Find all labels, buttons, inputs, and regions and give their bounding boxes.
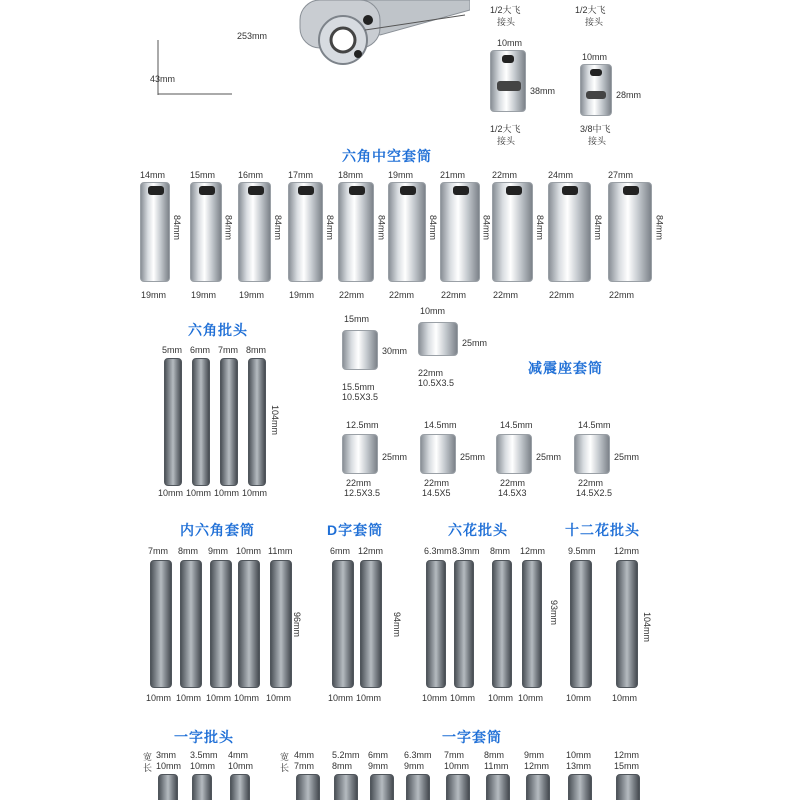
socket-hex-opening xyxy=(199,186,215,195)
flat-bit-width: 3mm xyxy=(156,750,176,760)
shock-b2: 14.5X2.5 xyxy=(576,488,613,498)
hex-bit xyxy=(192,358,210,486)
allen-size: 9mm xyxy=(208,546,228,556)
flat-socket-length: 9mm xyxy=(404,761,424,771)
shock-top: 14.5mm xyxy=(578,420,611,430)
flat-socket-width: 12mm xyxy=(614,750,640,760)
ratchet-width: 43mm xyxy=(150,74,176,84)
allen-tool xyxy=(270,560,292,688)
flat-bit-length: 10mm xyxy=(156,761,182,771)
shock-b2: 10.5X3.5 xyxy=(342,392,379,402)
allen-size: 8mm xyxy=(178,546,198,556)
torx-title: 六花批头 xyxy=(448,522,508,538)
hex-hollow-bottom: 22mm xyxy=(389,290,415,300)
dsock-title: D字套筒 xyxy=(327,522,384,538)
flat-socket-width: 4mm xyxy=(294,750,314,760)
flat-bits-title: 一字批头 xyxy=(174,729,234,745)
dsock-tool xyxy=(332,560,354,688)
torx-height: 93mm xyxy=(549,600,559,626)
flat-bit-width: 3.5mm xyxy=(190,750,218,760)
flat-bit xyxy=(230,774,250,800)
torx-size: 8mm xyxy=(490,546,510,556)
adapter-1-top: 1/2大飞 xyxy=(490,5,521,15)
torx-size: 6.3mm xyxy=(424,546,452,556)
hex-bits-title: 六角批头 xyxy=(188,322,248,338)
torx-bottom: 10mm xyxy=(450,693,476,703)
flat-bit-length: 10mm xyxy=(190,761,216,771)
torx-tool xyxy=(454,560,474,688)
hex-hollow-size: 18mm xyxy=(338,170,364,180)
shock-height: 25mm xyxy=(382,452,408,462)
hex-hollow-size: 16mm xyxy=(238,170,264,180)
flat-socket-length: 7mm xyxy=(294,761,314,771)
shock-top: 14.5mm xyxy=(424,420,457,430)
socket-hex-opening xyxy=(148,186,164,195)
flat-socket-width: 10mm xyxy=(566,750,592,760)
hex-hollow-socket xyxy=(338,182,374,282)
torx-size: 12mm xyxy=(520,546,546,556)
hex-hollow-size: 15mm xyxy=(190,170,216,180)
hex-hollow-size: 24mm xyxy=(548,170,574,180)
hex-hollow-bottom: 22mm xyxy=(493,290,519,300)
twelve-title: 十二花批头 xyxy=(565,522,640,538)
hex-bit-size: 5mm xyxy=(162,345,182,355)
allen-size: 11mm xyxy=(268,546,293,556)
shock-socket xyxy=(420,434,456,474)
hex-hollow-socket xyxy=(388,182,426,282)
hex-hollow-height: 84mm xyxy=(324,215,335,241)
dsock-bottom: 10mm xyxy=(356,693,382,703)
flat-socket-length: 12mm xyxy=(524,761,550,771)
allen-tool xyxy=(210,560,232,688)
allen-tool xyxy=(238,560,260,688)
flat-socket xyxy=(486,774,510,800)
hex-bit-bottom: 10mm xyxy=(214,488,240,498)
dsock-size: 12mm xyxy=(358,546,384,556)
flat-socket xyxy=(296,774,320,800)
shock-socket xyxy=(342,330,378,370)
dsock-height: 94mm xyxy=(392,612,402,638)
adapter-2-top2: 接头 xyxy=(585,17,604,27)
hex-hollow-height: 84mm xyxy=(273,215,284,241)
hex-bit-size: 7mm xyxy=(218,345,238,355)
hex-hollow-height: 84mm xyxy=(481,215,492,241)
hex-bit-size: 6mm xyxy=(190,345,210,355)
shock-top: 15mm xyxy=(344,314,370,324)
hex-hollow-bottom: 19mm xyxy=(141,290,167,300)
hex-hollow-height: 84mm xyxy=(535,215,546,241)
shock-b2: 14.5X5 xyxy=(422,488,451,498)
socket-hex-opening xyxy=(506,186,522,195)
flat-socket xyxy=(334,774,358,800)
dsock-tool xyxy=(360,560,382,688)
flat-socket-length: 15mm xyxy=(614,761,640,771)
allen-tool xyxy=(150,560,172,688)
adapter-1-top2: 接头 xyxy=(497,17,516,27)
flat-socket-width: 6mm xyxy=(368,750,388,760)
allen-size: 10mm xyxy=(236,546,262,556)
flat-socket-length: 8mm xyxy=(332,761,352,771)
shock-height: 30mm xyxy=(382,346,408,356)
torx-tool xyxy=(426,560,446,688)
shock-b1: 22mm xyxy=(418,368,444,378)
hex-hollow-socket xyxy=(608,182,652,282)
adapter-2-bottom: 3/8中飞 xyxy=(580,124,611,134)
hex-hollow-bottom: 22mm xyxy=(441,290,467,300)
flat-socket-length: 9mm xyxy=(368,761,388,771)
hex-hollow-socket xyxy=(440,182,480,282)
flat-socket xyxy=(616,774,640,800)
allen-height: 96mm xyxy=(292,612,302,638)
hex-bit xyxy=(164,358,182,486)
shock-height: 25mm xyxy=(614,452,640,462)
ratchet-illustration xyxy=(140,0,470,110)
shock-socket xyxy=(496,434,532,474)
hex-hollow-bottom: 22mm xyxy=(549,290,575,300)
flat-sockets-l-label: 长 xyxy=(280,763,290,773)
flat-socket xyxy=(526,774,550,800)
torx-tool xyxy=(492,560,512,688)
torx-bottom: 10mm xyxy=(518,693,544,703)
hex-hollow-socket xyxy=(548,182,591,282)
shock-b2: 12.5X3.5 xyxy=(344,488,381,498)
adapter-2-top: 1/2大飞 xyxy=(575,5,606,15)
allen-size: 7mm xyxy=(148,546,168,556)
shock-height: 25mm xyxy=(536,452,562,462)
flat-socket xyxy=(370,774,394,800)
hex-bit-size: 8mm xyxy=(246,345,266,355)
adapter-1-size: 10mm xyxy=(497,38,523,48)
shock-top: 14.5mm xyxy=(500,420,533,430)
hex-hollow-size: 19mm xyxy=(388,170,414,180)
shock-b1: 22mm xyxy=(500,478,526,488)
shock-b1: 22mm xyxy=(424,478,450,488)
shock-b2: 14.5X3 xyxy=(498,488,527,498)
hex-hollow-size: 27mm xyxy=(608,170,634,180)
shock-b1: 15.5mm xyxy=(342,382,375,392)
allen-bottom: 10mm xyxy=(266,693,292,703)
allen-title: 内六角套筒 xyxy=(180,522,255,538)
shock-title: 减震座套筒 xyxy=(528,360,603,376)
flat-bit-length: 10mm xyxy=(228,761,254,771)
flat-socket-width: 9mm xyxy=(524,750,544,760)
twelve-bottom: 10mm xyxy=(612,693,638,703)
flat-socket-length: 13mm xyxy=(566,761,592,771)
flat-socket xyxy=(446,774,470,800)
socket-hex-opening xyxy=(562,186,578,195)
twelve-tool xyxy=(570,560,592,688)
socket-hex-opening xyxy=(453,186,469,195)
adapter-1-bottom2: 接头 xyxy=(497,136,516,146)
hex-hollow-bottom: 22mm xyxy=(339,290,365,300)
torx-bottom: 10mm xyxy=(422,693,448,703)
twelve-size: 12mm xyxy=(614,546,640,556)
adapter-2-bottom2: 接头 xyxy=(588,136,607,146)
twelve-size: 9.5mm xyxy=(568,546,596,556)
shock-b1: 22mm xyxy=(578,478,604,488)
shock-socket xyxy=(342,434,378,474)
hex-hollow-height: 84mm xyxy=(428,215,438,241)
flat-bit xyxy=(192,774,212,800)
twelve-tool xyxy=(616,560,638,688)
torx-size: 8.3mm xyxy=(452,546,480,556)
hex-hollow-size: 14mm xyxy=(140,170,166,180)
flat-bit-width: 4mm xyxy=(228,750,248,760)
allen-tool xyxy=(180,560,202,688)
shock-top: 12.5mm xyxy=(346,420,379,430)
flat-socket-length: 10mm xyxy=(444,761,470,771)
hex-hollow-size: 22mm xyxy=(492,170,518,180)
adapter-1-bottom: 1/2大飞 xyxy=(490,124,521,134)
torx-bottom: 10mm xyxy=(488,693,514,703)
flat-socket-width: 5.2mm xyxy=(332,750,360,760)
adapter-1-height: 38mm xyxy=(530,86,556,96)
flat-bits-w-label: 宽 xyxy=(143,752,153,762)
adapter-1 xyxy=(490,50,526,112)
flat-socket-width: 8mm xyxy=(484,750,504,760)
hex-hollow-height: 84mm xyxy=(376,215,387,241)
hex-hollow-bottom: 19mm xyxy=(289,290,315,300)
allen-bottom: 10mm xyxy=(146,693,172,703)
twelve-bottom: 10mm xyxy=(566,693,592,703)
hex-hollow-height: 84mm xyxy=(592,215,603,241)
hex-hollow-size: 17mm xyxy=(288,170,314,180)
adapter-2 xyxy=(580,64,612,116)
flat-socket xyxy=(406,774,430,800)
ratchet-length: 253mm xyxy=(237,31,268,41)
hex-hollow-bottom: 19mm xyxy=(239,290,265,300)
socket-hex-opening xyxy=(349,186,365,195)
hex-bit-bottom: 10mm xyxy=(158,488,184,498)
adapter-2-height: 28mm xyxy=(616,90,642,100)
hex-bits-height: 104mm xyxy=(270,405,280,436)
torx-tool xyxy=(522,560,542,688)
hex-hollow-height: 84mm xyxy=(654,215,665,241)
socket-hex-opening xyxy=(248,186,264,195)
flat-bit xyxy=(158,774,178,800)
hex-hollow-bottom: 19mm xyxy=(191,290,217,300)
socket-hex-opening xyxy=(400,186,416,195)
dsock-size: 6mm xyxy=(330,546,350,556)
hex-bit xyxy=(248,358,266,486)
hex-bit-bottom: 10mm xyxy=(242,488,268,498)
flat-socket-width: 7mm xyxy=(444,750,464,760)
hex-hollow-bottom: 22mm xyxy=(609,290,635,300)
flat-socket-width: 6.3mm xyxy=(404,750,432,760)
shock-height: 25mm xyxy=(462,338,488,348)
hex-bit xyxy=(220,358,238,486)
hex-hollow-size: 21mm xyxy=(440,170,466,180)
socket-hex-opening xyxy=(623,186,639,195)
shock-top: 10mm xyxy=(420,306,446,316)
hex-hollow-socket xyxy=(140,182,170,282)
shock-socket xyxy=(418,322,458,356)
hex-bit-bottom: 10mm xyxy=(186,488,212,498)
shock-socket xyxy=(574,434,610,474)
flat-sockets-w-label: 宽 xyxy=(280,752,290,762)
socket-hex-opening xyxy=(298,186,314,195)
shock-height: 25mm xyxy=(460,452,486,462)
allen-bottom: 10mm xyxy=(176,693,202,703)
hex-hollow-socket xyxy=(492,182,533,282)
dsock-bottom: 10mm xyxy=(328,693,354,703)
flat-socket xyxy=(568,774,592,800)
shock-b2: 10.5X3.5 xyxy=(418,378,455,388)
shock-b1: 22mm xyxy=(346,478,372,488)
flat-bits-l-label: 长 xyxy=(143,763,153,773)
allen-bottom: 10mm xyxy=(206,693,232,703)
hex-hollow-socket xyxy=(190,182,222,282)
hex-hollow-height: 84mm xyxy=(172,215,182,241)
twelve-height: 104mm xyxy=(642,612,652,643)
hex-hollow-socket xyxy=(288,182,323,282)
flat-sockets-title: 一字套筒 xyxy=(442,729,502,745)
allen-bottom: 10mm xyxy=(234,693,260,703)
adapter-2-size: 10mm xyxy=(582,52,608,62)
hex-hollow-height: 84mm xyxy=(223,215,234,241)
hex-hollow-socket xyxy=(238,182,271,282)
hex-hollow-title: 六角中空套筒 xyxy=(342,148,432,164)
flat-socket-length: 11mm xyxy=(484,761,509,771)
